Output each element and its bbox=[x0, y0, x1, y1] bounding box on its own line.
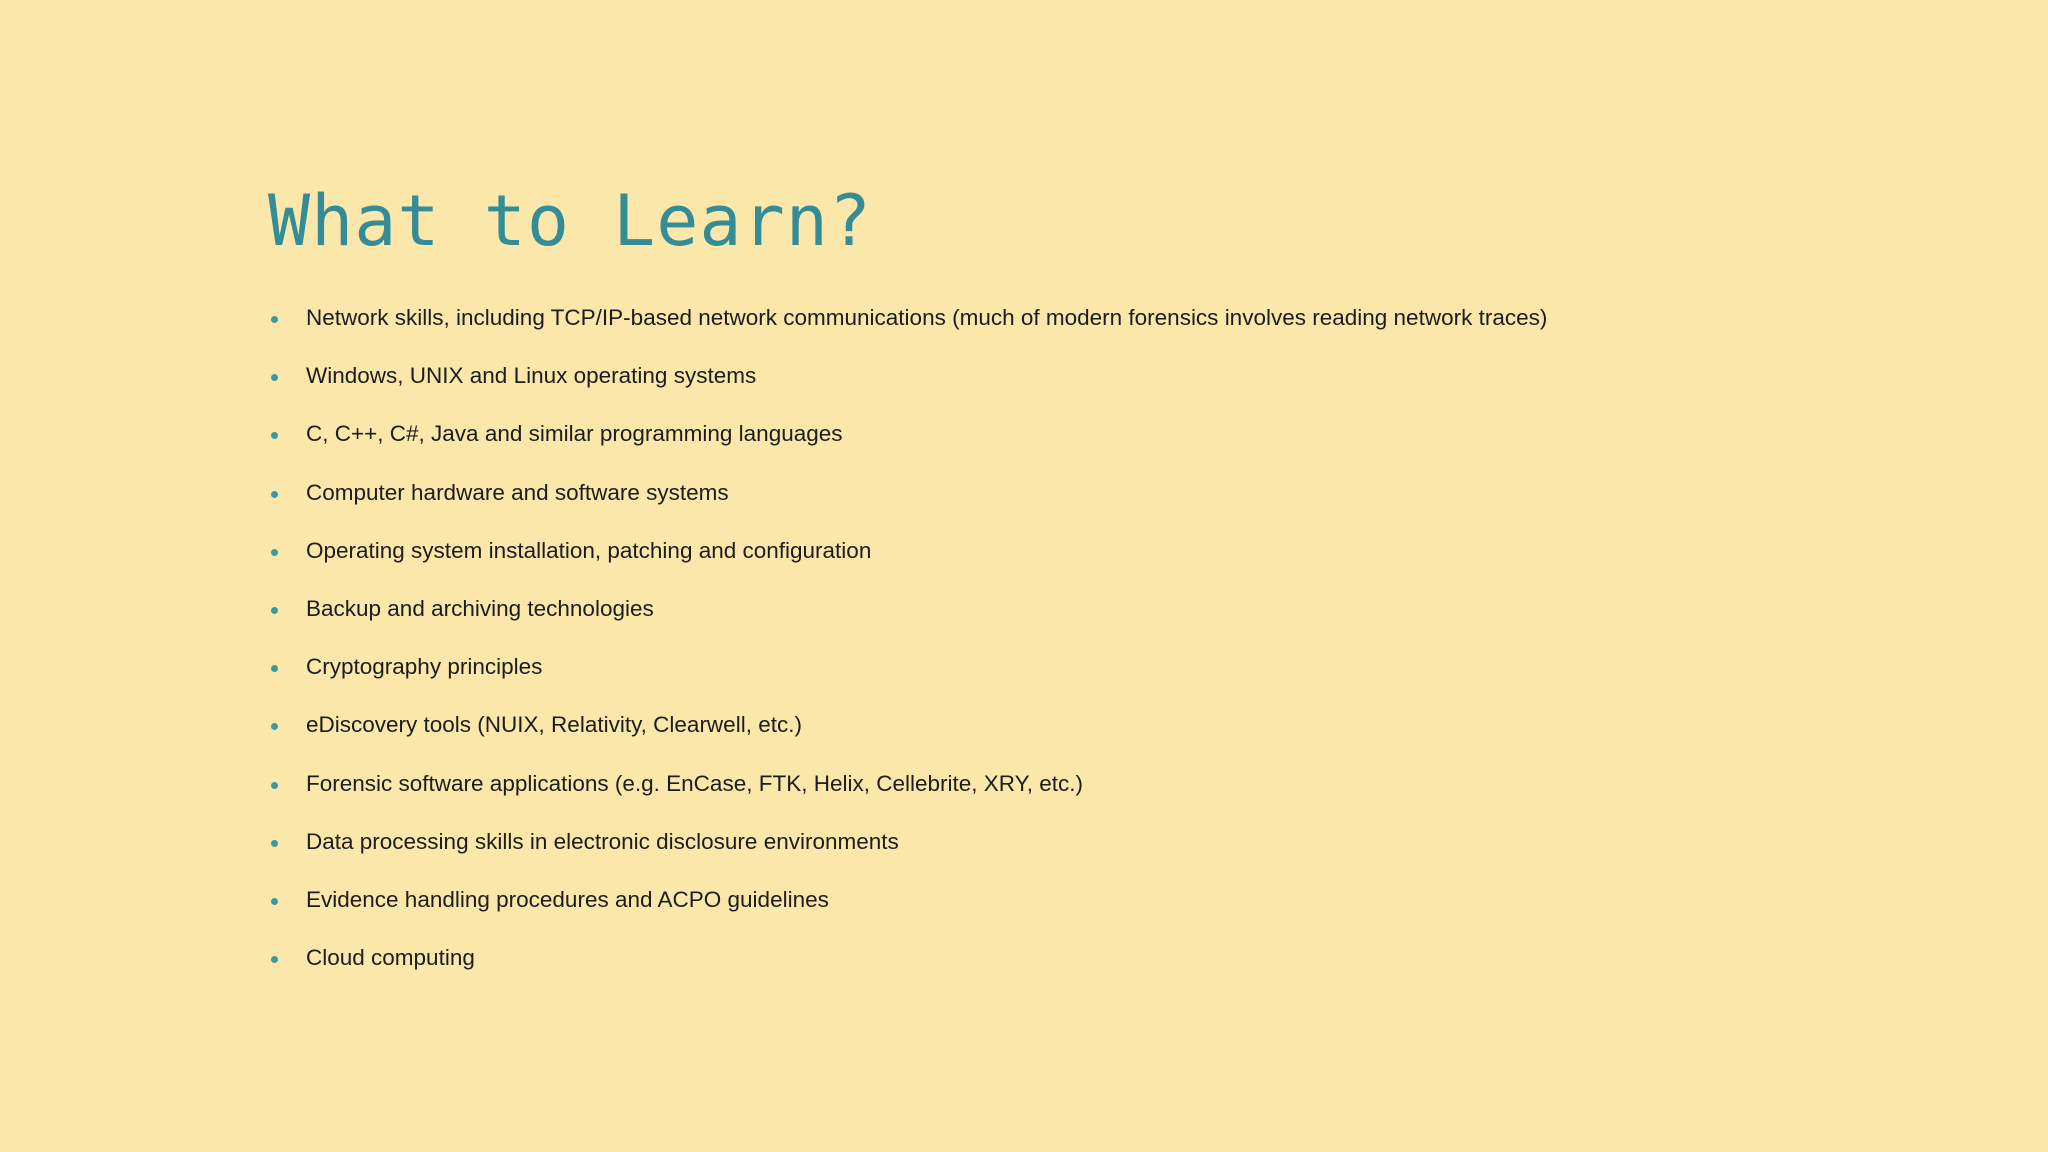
bullet-text: Windows, UNIX and Linux operating systems bbox=[306, 363, 757, 389]
bullet-item bbox=[268, 884, 1547, 942]
bullet-text: Backup and archiving technologies bbox=[306, 595, 654, 621]
bullet-icon bbox=[271, 956, 278, 963]
bullet-item bbox=[268, 360, 1547, 418]
bullet-text: Data processing skills in electronic disclosure environments bbox=[306, 828, 899, 854]
bullet-text: Evidence handling procedures and ACPO guidelines bbox=[306, 886, 829, 912]
bullet-icon bbox=[271, 374, 278, 381]
bullet-item bbox=[268, 418, 1547, 476]
bullet-text: C, C++, C#, Java and similar programming languages bbox=[306, 421, 843, 447]
bullet-text: Operating system installation, patching and configuration bbox=[306, 537, 872, 563]
bullet-icon bbox=[271, 316, 278, 323]
bullet-text: Computer hardware and software systems bbox=[306, 479, 729, 505]
bullet-text: Cloud computing bbox=[306, 945, 475, 971]
bullet-item bbox=[268, 477, 1547, 535]
bullet-icon bbox=[271, 782, 278, 789]
bullet-text: Network skills, including TCP/IP-based network communications (much of modern forensics involves reading network traces) bbox=[306, 305, 1548, 330]
bullet-item bbox=[268, 942, 1547, 1000]
bullet-text: eDiscovery tools (NUIX, Relativity, Clearwell, etc.) bbox=[306, 712, 802, 738]
bullet-text: Cryptography principles bbox=[306, 654, 543, 680]
bullet-icon bbox=[271, 549, 278, 556]
bullet-item bbox=[268, 768, 1547, 826]
bullet-icon bbox=[271, 723, 278, 730]
bullet-item bbox=[268, 535, 1547, 593]
bullet-icon bbox=[271, 607, 278, 614]
bullet-text: Forensic software applications (e.g. EnCase, FTK, Helix, Cellebrite, XRY, etc.) bbox=[306, 770, 1083, 796]
bullet-icon bbox=[271, 898, 278, 905]
bullet-item bbox=[268, 302, 1547, 360]
bullet-item bbox=[268, 651, 1547, 709]
slide-title: What to Learn? bbox=[268, 180, 873, 262]
bullet-item bbox=[268, 826, 1547, 884]
bullet-icon bbox=[271, 491, 278, 498]
bullet-item bbox=[268, 709, 1547, 767]
bullet-item bbox=[268, 593, 1547, 651]
bullet-list bbox=[268, 302, 1547, 1000]
bullet-icon bbox=[271, 665, 278, 672]
bullet-icon bbox=[271, 432, 278, 439]
bullet-icon bbox=[271, 840, 278, 847]
